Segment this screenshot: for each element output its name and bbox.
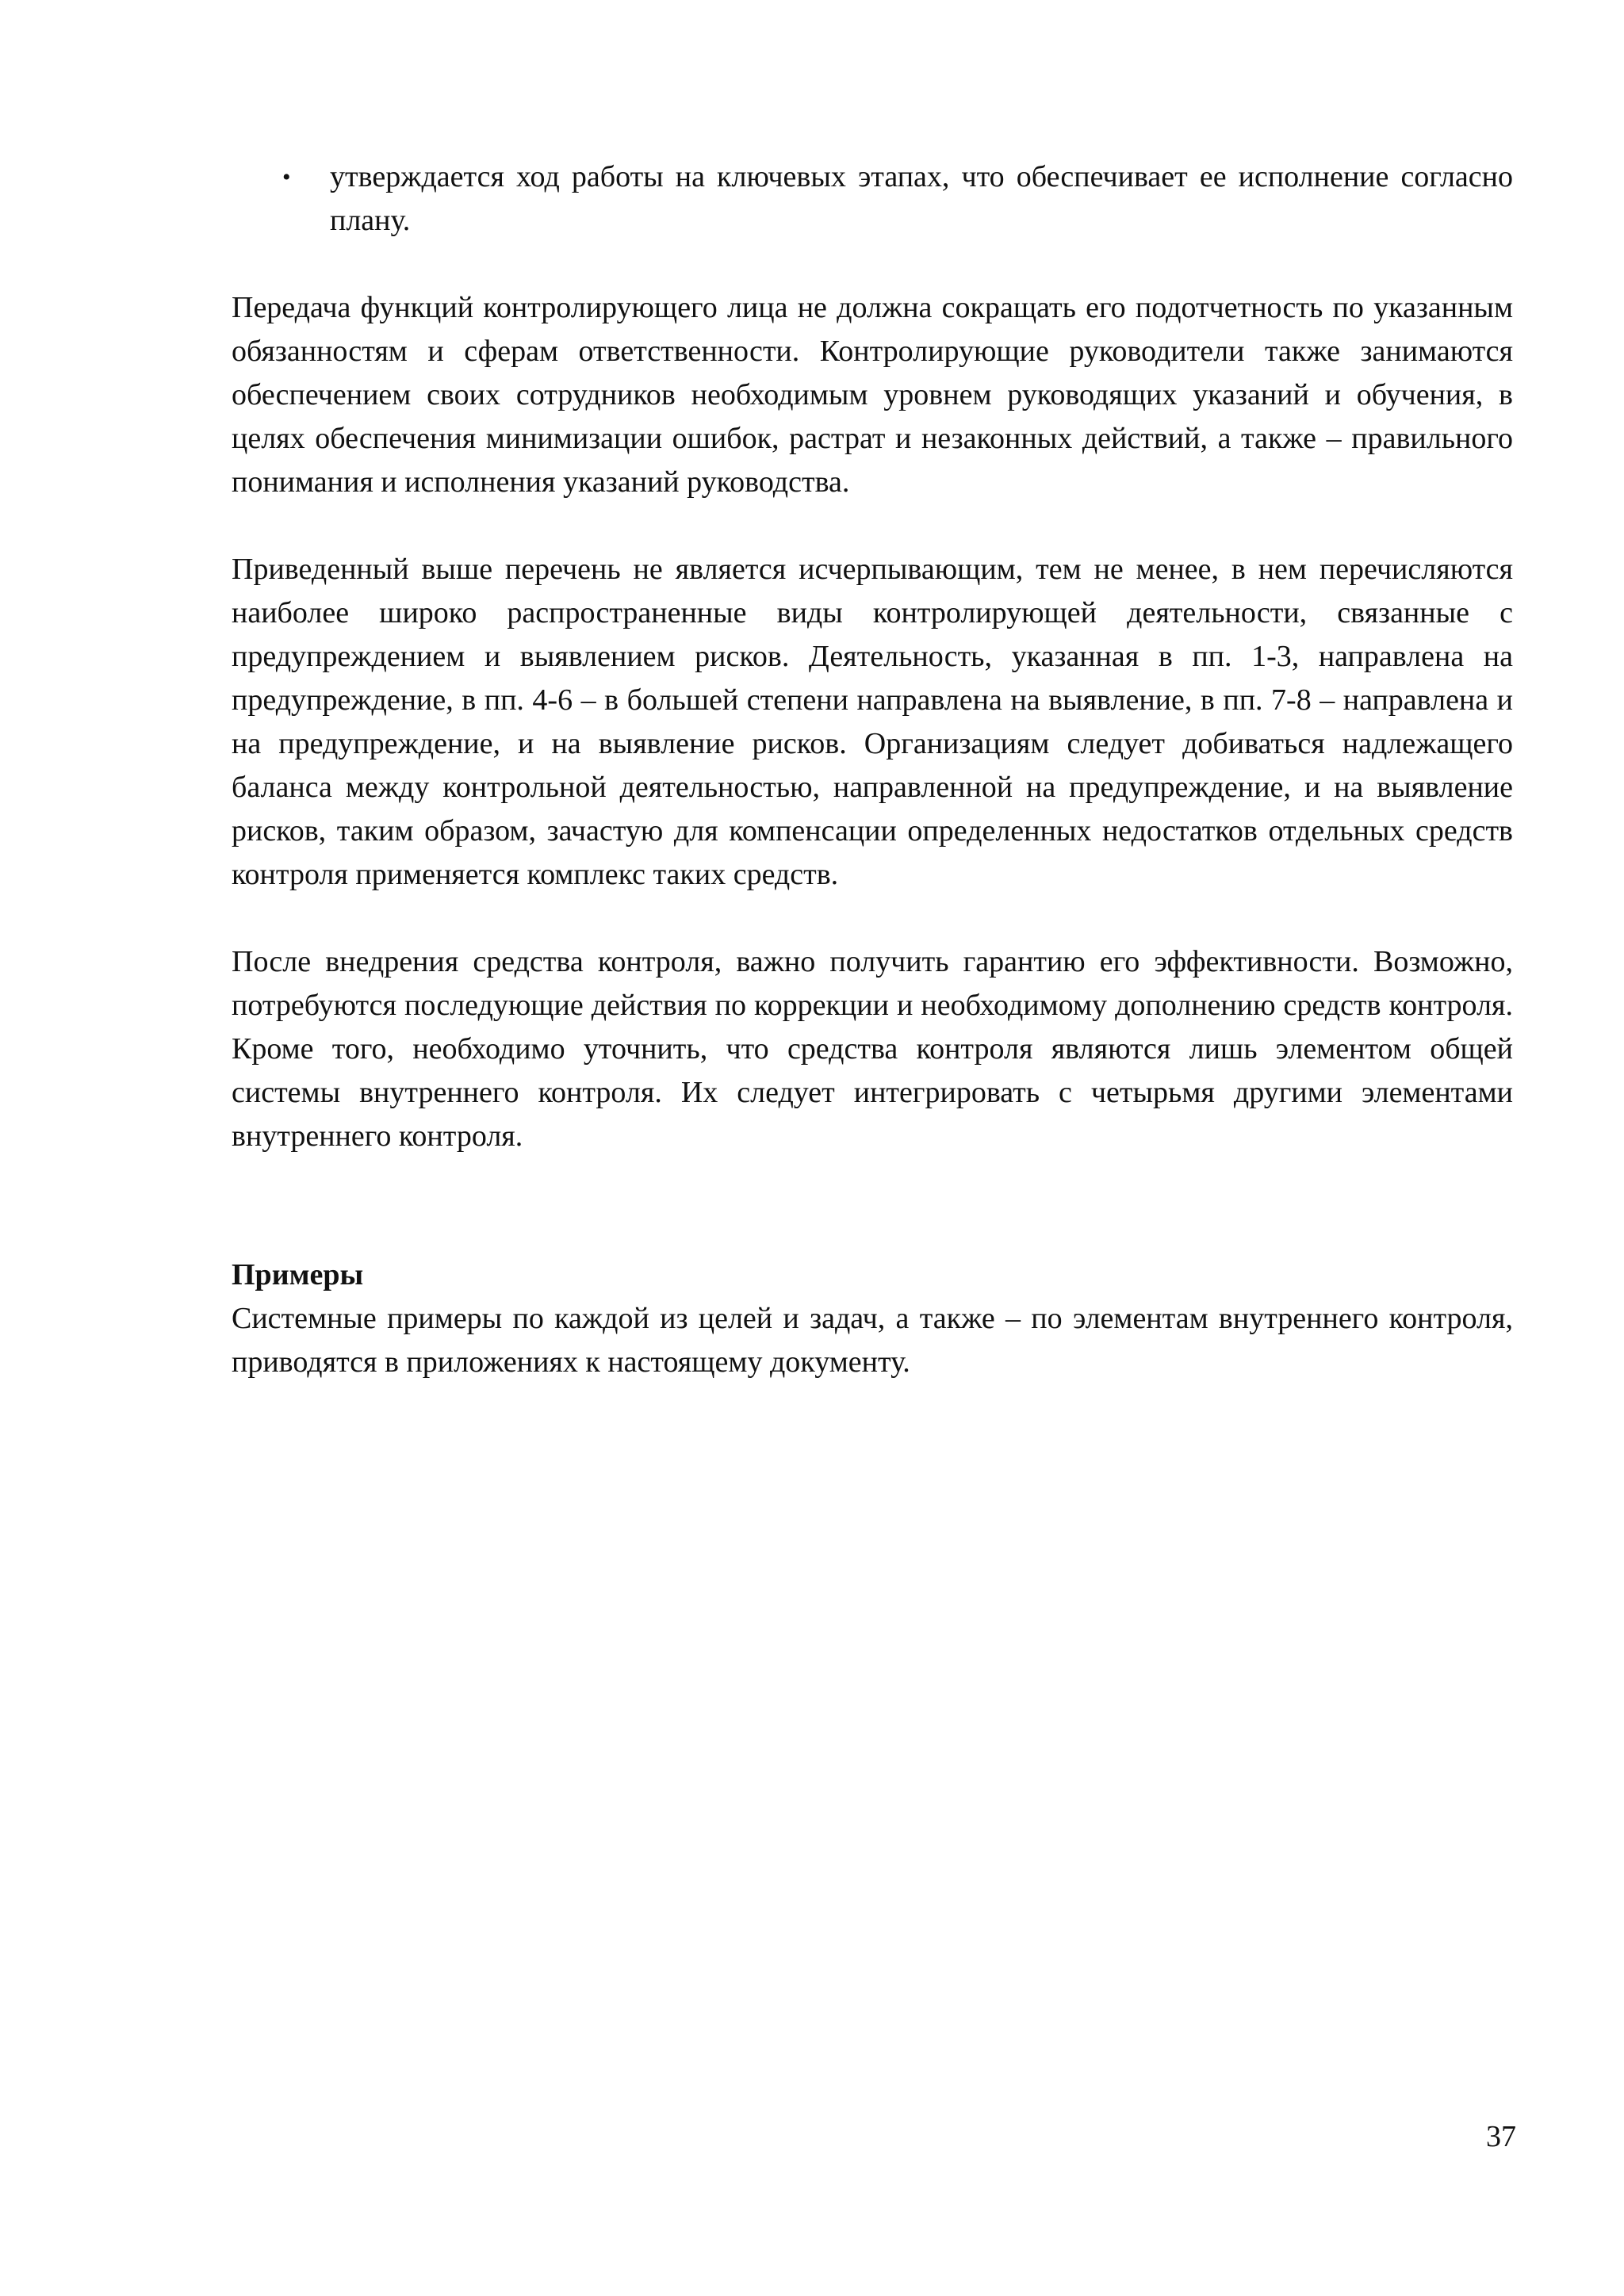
list-item-text: утверждается ход работы на ключевых этапах, что обеспечивает ее исполнение согласно плану. bbox=[330, 160, 1513, 237]
paragraph-delegation: Передача функций контролирующего лица не должна сокращать его подотчетность по указанным обязанностям и сферам ответственности. Контролирующие руководители также занимаются обеспечением своих сотрудников необходимым уровнем руководящих указаний и обучения, в целях обеспечения минимизации ошибок, растрат и незаконных действий, а также – правильного понимания и исполнения указаний руководства. bbox=[232, 291, 1513, 499]
page-content bbox=[232, 155, 1513, 1384]
paragraph-spacer bbox=[232, 897, 1513, 940]
section-text: Системные примеры по каждой из целей и задач, а также – по элементам внутреннего контроля, приводятся в приложениях к настоящему документу. bbox=[232, 1302, 1513, 1379]
section-spacer bbox=[232, 1158, 1513, 1253]
section-heading: Примеры bbox=[232, 1258, 364, 1292]
paragraph-list-summary: Приведенный выше перечень не является исчерпывающим, тем не менее, в нем перечисляются наиболее широко распространенные виды контролирующей деятельности, связанные с предупреждением и выявлением рисков. Деятельность, указанная в пп. 1-3, направлена на предупреждение, в пп. 4-6 – в большей степени направлена на выявление, в пп. 7-8 – направлена и на предупреждение, и на выявление рисков. Организациям следует добиваться надлежащего баланса между контрольной деятельностью, направленной на предупреждение, и на выявление рисков, таким образом, зачастую для компенсации определенных недостатков отдельных средств контроля применяется комплекс таких средств. bbox=[232, 553, 1513, 891]
page-number: 37 bbox=[1486, 2120, 1516, 2153]
paragraph-spacer bbox=[232, 504, 1513, 548]
paragraph-spacer bbox=[232, 243, 1513, 286]
paragraph-implementation: После внедрения средства контроля, важно получить гарантию его эффективности. Возможно, потребуются последующие действия по коррекции и необходимому дополнению средств контроля. Кроме того, необходимо уточнить, что средства контроля являются лишь элементом общей системы внутреннего контроля. Их следует интегрировать с четырьмя другими элементами внутреннего контроля. bbox=[232, 945, 1513, 1153]
bullet-icon: • bbox=[282, 164, 291, 190]
list-item bbox=[232, 155, 1513, 243]
